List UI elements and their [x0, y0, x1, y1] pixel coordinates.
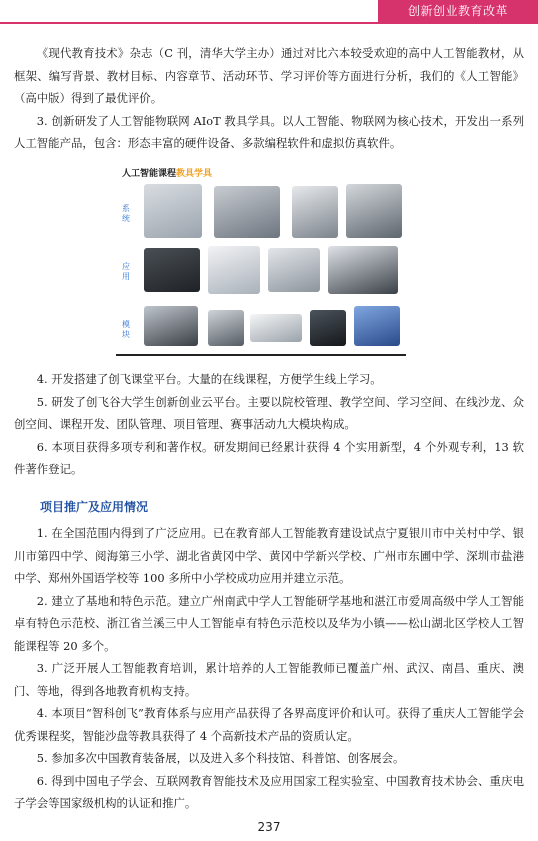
paragraph: 1. 在全国范围内得到了广泛应用。已在教育部人工智能教育建设试点宁夏银川市中关村中学、银川市第四中学、阅海第三小学、湖北省黄冈中学、黄冈中学新兴学校、广州市东圃中学、深圳市盐港中学、郑州外国语学校等 100 多所中小学校成功应用并建立示范。: [14, 526, 524, 585]
paragraph: 5. 参加多次中国教育装备展，以及进入多个科技馆、科普馆、创客展会。: [36, 751, 405, 765]
device-panel-image: [144, 248, 200, 292]
paragraph: 2. 建立了基地和特色示范。建立广州南武中学人工智能研学基地和湛江市爱周高级中学人工智能卓有特色示范校、浙江省兰溪三中人工智能卓有特色示范校以及华为小镇——松山湖北区学校人工智能课程等 20 多个。: [14, 593, 524, 653]
paragraph: 3. 广泛开展人工智能教育培训，累计培养的人工智能教师已覆盖广州、武汉、南昌、重庆、澳门、等地，得到各地教育机构支持。: [14, 661, 524, 698]
header-rule: [0, 22, 538, 24]
tablet-app-image: [268, 248, 320, 292]
section-heading: 项目推广及应用情况: [40, 500, 149, 514]
workbench-image: [346, 184, 402, 238]
paragraph: 5. 研发了创飞谷大学生创新创业云平台。主要以院校管理、教学空间、学习空间、在线沙龙、众创空间、课程开发、团队管理、项目管理、赛事活动九大模块构成。: [14, 394, 524, 431]
paragraph: 《现代教育技术》杂志（C 刊，清华大学主办）通过对比六本较受欢迎的高中人工智能教材，从框架、编写背景、教材目标、内容章节、活动环节、学习评价等方面进行分析，我们的《人工智能》（高中版）得到了最优评价。: [14, 46, 524, 105]
figure-rule: [116, 354, 406, 356]
figure-title: 人工智能课程教具学具: [122, 169, 213, 179]
robot-car-image: [310, 310, 346, 346]
product-figure: [116, 164, 406, 356]
paragraph: 6. 得到中国电子学会、互联网教育智能技术及应用国家工程实验室、中国教育技术协会、重庆电子学会等国家级机构的认证和推广。: [14, 773, 524, 810]
sensor-kit-image: [328, 246, 398, 294]
lab-station-image: [292, 186, 338, 238]
monitor-software-image: [208, 246, 260, 294]
robot-module-image: [144, 306, 198, 346]
row-label-module: 模块: [122, 320, 130, 339]
paragraph: 3. 创新研发了人工智能物联网 AIoT 教具学具。以人工智能、物联网为核心技术，开发出一系列人工智能产品，包含：形态丰富的硬件设备、多款编程软件和虚拟仿真软件。: [14, 113, 524, 150]
row-label-application: 应用: [122, 262, 130, 281]
drone-image: [250, 314, 302, 342]
page-number: 237: [257, 820, 281, 834]
sandbox-table-image: [144, 184, 202, 238]
robot-arm-image: [354, 306, 400, 346]
body-block-3: [14, 522, 524, 815]
paragraph: 4. 本项目“智科创飞”教育体系与应用产品获得了各界高度评价和认可。获得了重庆人工智能学会优秀课程奖，智能沙盘等教具获得了 4 个高新技术产品的资质认定。: [14, 706, 524, 743]
sensor-module-image: [208, 310, 244, 346]
paragraph: 6. 本项目获得多项专利和著作权。研发期间已经累计获得 4 个实用新型，4 个外观专利，13 软件著作登记。: [14, 439, 524, 476]
header-bar: [0, 0, 538, 24]
section-tag: 创新创业教育改革: [378, 0, 538, 22]
body-block-1: [14, 42, 524, 155]
row-label-system: 系统: [122, 204, 130, 223]
smart-city-kit-image: [214, 186, 280, 238]
paragraph: 4. 开发搭建了创飞课堂平台。大量的在线课程，方便学生线上学习。: [36, 372, 382, 386]
body-block-2: [14, 368, 524, 481]
